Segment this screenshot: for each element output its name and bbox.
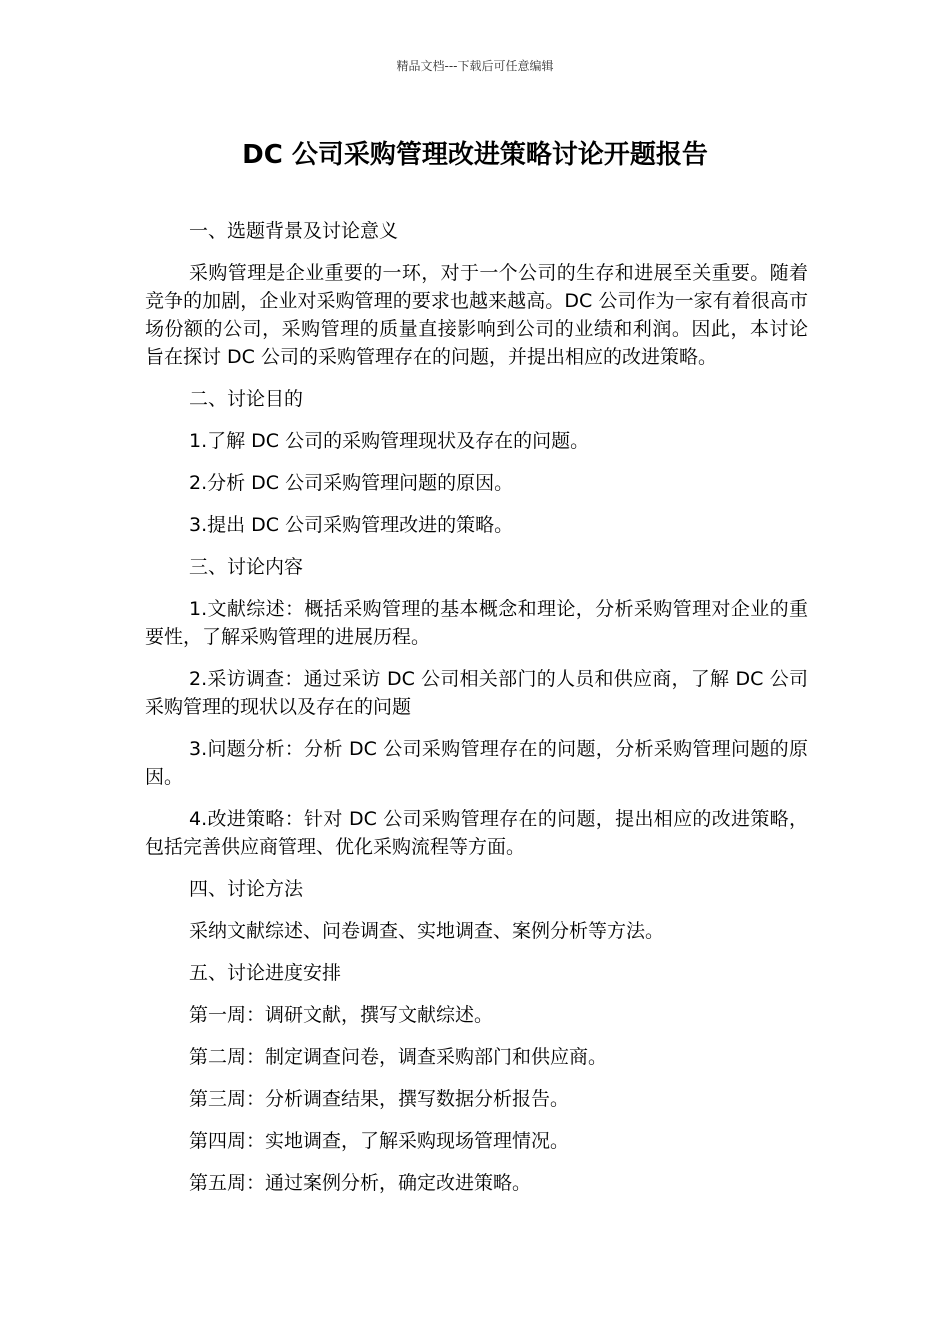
content-item: 1.文献综述：概括采购管理的基本概念和理论，分析采购管理对企业的重要性，了解采购管理的进展历程。 xyxy=(145,598,808,648)
schedule-item: 第三周：分析调查结果，撰写数据分析报告。 xyxy=(189,1088,570,1110)
section-heading-background: 一、选题背景及讨论意义 xyxy=(189,220,399,242)
content-item: 2.采访调查：通过采访 DC 公司相关部门的人员和供应商，了解 DC 公司采购管理的现状以及存在的问题 xyxy=(145,668,808,718)
paragraph-background: 采购管理是企业重要的一环，对于一个公司的生存和进展至关重要。随着竞争的加剧，企业对采购管理的要求也越来越高。DC 公司作为一家有着很高市场份额的公司，采购管理的质量直接影响到公司的业绩和利润。因此，本讨论旨在探讨 DC 公司的采购管理存在的问题，并提出相应的改进策略。 xyxy=(145,262,808,368)
schedule-item: 第一周：调研文献，撰写文献综述。 xyxy=(189,1004,494,1026)
schedule-item: 第五周：通过案例分析，确定改进策略。 xyxy=(189,1172,532,1194)
content-item: 4.改进策略：针对 DC 公司采购管理存在的问题，提出相应的改进策略，包括完善供应商管理、优化采购流程等方面。 xyxy=(145,808,808,858)
section-heading-purpose: 二、讨论目的 xyxy=(189,388,304,410)
purpose-item: 2.分析 DC 公司采购管理问题的原因。 xyxy=(189,472,514,494)
section-heading-method: 四、讨论方法 xyxy=(189,878,304,900)
purpose-item: 3.提出 DC 公司采购管理改进的策略。 xyxy=(189,514,514,536)
content-item: 3.问题分析：分析 DC 公司采购管理存在的问题，分析采购管理问题的原因。 xyxy=(145,738,808,788)
document-body xyxy=(145,217,808,1211)
purpose-item: 1.了解 DC 公司的采购管理现状及存在的问题。 xyxy=(189,430,590,452)
schedule-item: 第二周：制定调查问卷，调查采购部门和供应商。 xyxy=(189,1046,608,1068)
header-note: 精品文档---下载后可任意编辑 xyxy=(396,59,554,73)
section-heading-schedule: 五、讨论进度安排 xyxy=(189,962,342,984)
section-heading-content: 三、讨论内容 xyxy=(189,556,304,578)
paragraph-method: 采纳文献综述、问卷调查、实地调查、案例分析等方法。 xyxy=(189,920,665,942)
schedule-item: 第四周：实地调查，了解采购现场管理情况。 xyxy=(189,1130,570,1152)
document-title: DC 公司采购管理改进策略讨论开题报告 xyxy=(242,140,708,170)
